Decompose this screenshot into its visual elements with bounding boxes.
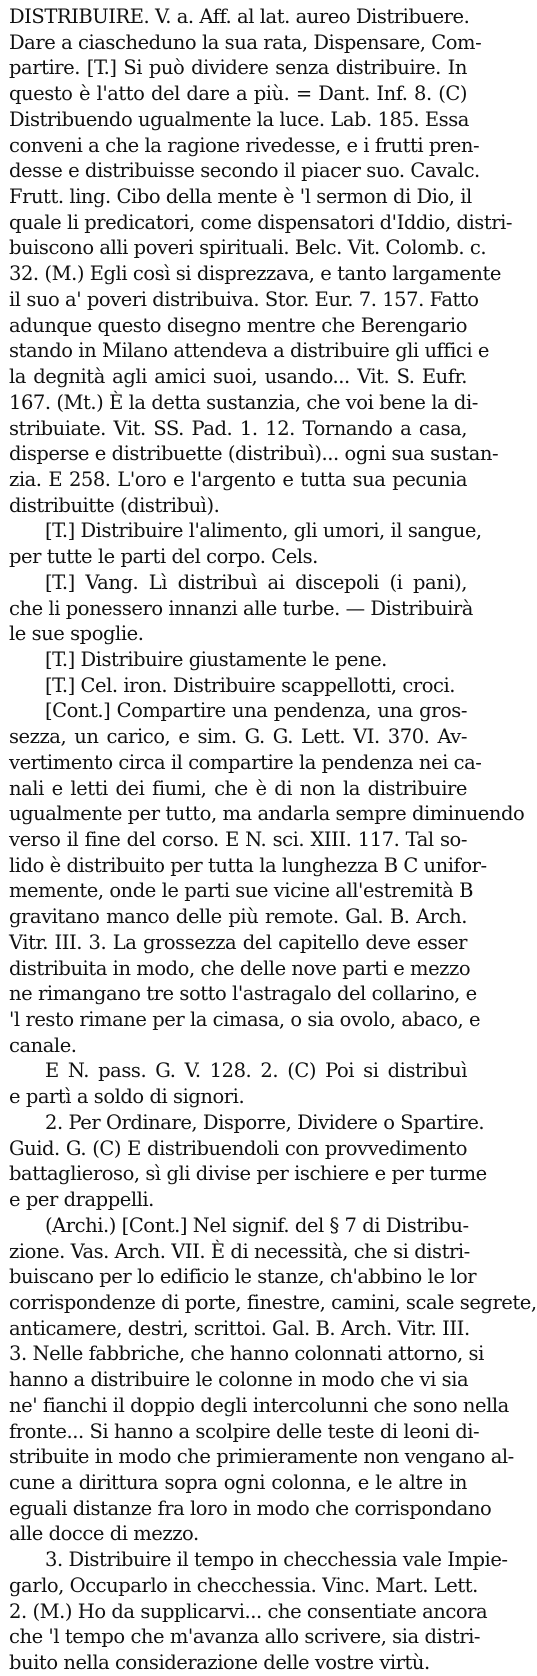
text-line-62: garlo, Occuparlo in checchessia. Vinc. Mart. Lett.: [9, 1573, 478, 1597]
text-line-58: cune a dirittura sopra ogni colonna, e le altre in: [9, 1470, 467, 1494]
text-line-1: DISTRIBUIRE. V. a. Aff. al lat. aureo Distribuere.: [9, 5, 470, 28]
text-line-38: distribuita in modo, che delle nove parti e mezzo: [9, 956, 471, 980]
text-line-32: ugualmente per tutto, ma andarla sempre diminuendo: [9, 802, 525, 826]
text-line-10: buiscono alli poveri spirituali. Belc. Vit. Colomb. c.: [9, 236, 487, 260]
text-line-22: per tutte le parti del corpo. Cels.: [9, 545, 318, 569]
text-line-31: nali e letti dei fiumi, che è di non la distribuire: [9, 776, 467, 800]
text-line-41: canale.: [9, 1033, 77, 1057]
text-line-53: 3. Nelle fabbriche, che hanno colonnati attorno, si: [9, 1342, 484, 1366]
text-line-51: corrispondenze di porte, finestre, camini, scale segrete,: [9, 1290, 537, 1314]
text-line-59: eguali distanze fra loro in modo che corrispondano: [9, 1496, 492, 1520]
text-line-4: questo è l'atto del dare a più. = Dant. Inf. 8. (C): [9, 82, 467, 106]
text-line-64: che 'l tempo che m'avanza allo scrivere, sia distri-: [9, 1625, 481, 1649]
text-line-26: [T.] Distribuire giustamente le pene.: [45, 647, 387, 671]
text-line-19: zia. E 258. L'oro e l'argento e tutta sua pecunia: [9, 467, 467, 491]
text-line-11: 32. (M.) Egli così si disprezzava, e tanto largamente: [9, 262, 501, 286]
text-line-40: 'l resto rimane per la cimasa, o sia ovolo, abaco, e: [9, 1008, 481, 1032]
text-line-18: disperse e distribuette (distribuì)... ogni sua sustan-: [9, 442, 499, 466]
text-line-55: ne' fianchi il doppio degli intercolunni che sono nella: [9, 1393, 509, 1417]
text-line-43: e partì a soldo di signori.: [9, 1085, 245, 1109]
text-line-33: verso il fine del corso. E N. sci. XIII. 117. Tal so-: [9, 828, 467, 851]
text-line-5: Distribuendo ugualmente la luce. Lab. 185. Essa: [9, 107, 469, 131]
text-line-13: adunque questo disegno mentre che Berengario: [9, 313, 467, 337]
text-line-44: 2. Per Ordinare, Disporre, Dividere o Spartire.: [45, 1110, 485, 1134]
text-line-6: conveni a che la ragione rivedesse, e i frutti pren-: [9, 133, 480, 157]
text-line-34: lido è distribuito per tutta la lunghezza B C unifor-: [9, 853, 487, 877]
text-line-65: buito nella considerazione delle vostre virtù.: [9, 1651, 430, 1674]
text-line-50: buiscano per lo edificio le stanze, ch'abbino le lor: [9, 1265, 477, 1289]
text-line-42: E N. pass. G. V. 128. 2. (C) Poi si distribuì: [45, 1059, 467, 1083]
text-line-29: sezza, un carico, e sim. G. G. Lett. VI. 370. Av-: [9, 725, 467, 749]
text-line-20: distribuitte (distribuì).: [9, 493, 220, 517]
text-line-48: (Archi.) [Cont.] Nel signif. del § 7 di Distribu-: [45, 1213, 469, 1237]
text-line-57: stribuite in modo che primieramente non vengano al-: [9, 1445, 514, 1469]
text-line-2: Dare a ciascheduno la sua rata, Dispensare, Com-: [9, 30, 482, 54]
text-line-27: [T.] Cel. iron. Distribuire scappellotti, croci.: [45, 673, 456, 697]
text-line-7: desse e distribuisse secondo il piacer suo. Cavalc.: [9, 159, 480, 183]
text-line-37: Vitr. III. 3. La grossezza del capitello deve esser: [9, 930, 467, 954]
text-line-15: la degnità agli amici suoi, usando... Vit. S. Eufr.: [9, 365, 467, 389]
text-line-60: alle docce di mezzo.: [9, 1522, 199, 1546]
text-line-49: zione. Vas. Arch. VII. È di necessità, che si distri-: [9, 1239, 470, 1263]
text-line-45: Guid. G. (C) E distribuendoli con provvedimento: [9, 1136, 467, 1160]
text-line-35: memente, onde le parti sue vicine all'estremità B: [9, 879, 473, 903]
text-line-36: gravitano manco delle più remote. Gal. B. Arch.: [9, 905, 467, 929]
text-line-12: il suo a' poveri distribuiva. Stor. Eur. 7. 157. Fatto: [9, 287, 479, 311]
text-line-24: che li ponessero innanzi alle turbe. — Distribuirà: [9, 596, 473, 620]
text-line-9: quale li predicatori, come dispensatori d'Iddio, distri-: [9, 210, 513, 234]
text-line-63: 2. (M.) Ho da supplicarvi... che consentiate ancora: [9, 1599, 488, 1623]
text-line-54: hanno a distribuire le colonne in modo che vi sia: [9, 1368, 469, 1392]
text-line-39: ne rimangano tre sotto l'astragalo del collarino, e: [9, 982, 477, 1006]
text-line-3: partire. [T.] Si può dividere senza distribuire. In: [9, 56, 467, 80]
text-line-56: fronte... Si hanno a scolpire delle teste di leoni di-: [9, 1419, 480, 1443]
text-line-52: anticamere, destri, scrittoi. Gal. B. Arch. Vitr. III.: [9, 1316, 470, 1340]
text-line-61: 3. Distribuire il tempo in checchessia vale Impie-: [45, 1548, 508, 1572]
text-line-17: stribuiate. Vit. SS. Pad. 1. 12. Tornando a casa,: [9, 416, 467, 440]
text-line-25: le sue spoglie.: [9, 622, 144, 646]
text-line-23: [T.] Vang. Lì distribuì ai discepoli (i pani),: [45, 570, 467, 594]
text-line-30: vertimento circa il compartire la pendenza nei ca-: [9, 750, 482, 774]
text-line-28: [Cont.] Compartire una pendenza, una gros-: [45, 699, 467, 723]
text-line-14: stando in Milano attendeva a distribuire gli uffici e: [9, 339, 489, 363]
text-line-16: 167. (Mt.) È la detta sustanzia, che voi bene la di-: [9, 390, 478, 414]
text-line-8: Frutt. ling. Cibo della mente è 'l sermon di Dio, il: [9, 185, 472, 209]
text-line-21: [T.] Distribuire l'alimento, gli umori, il sangue,: [45, 519, 482, 543]
text-line-46: battaglieroso, sì gli divise per ischiere e per turme: [9, 1162, 487, 1186]
text-line-47: e per drappelli.: [9, 1188, 154, 1212]
